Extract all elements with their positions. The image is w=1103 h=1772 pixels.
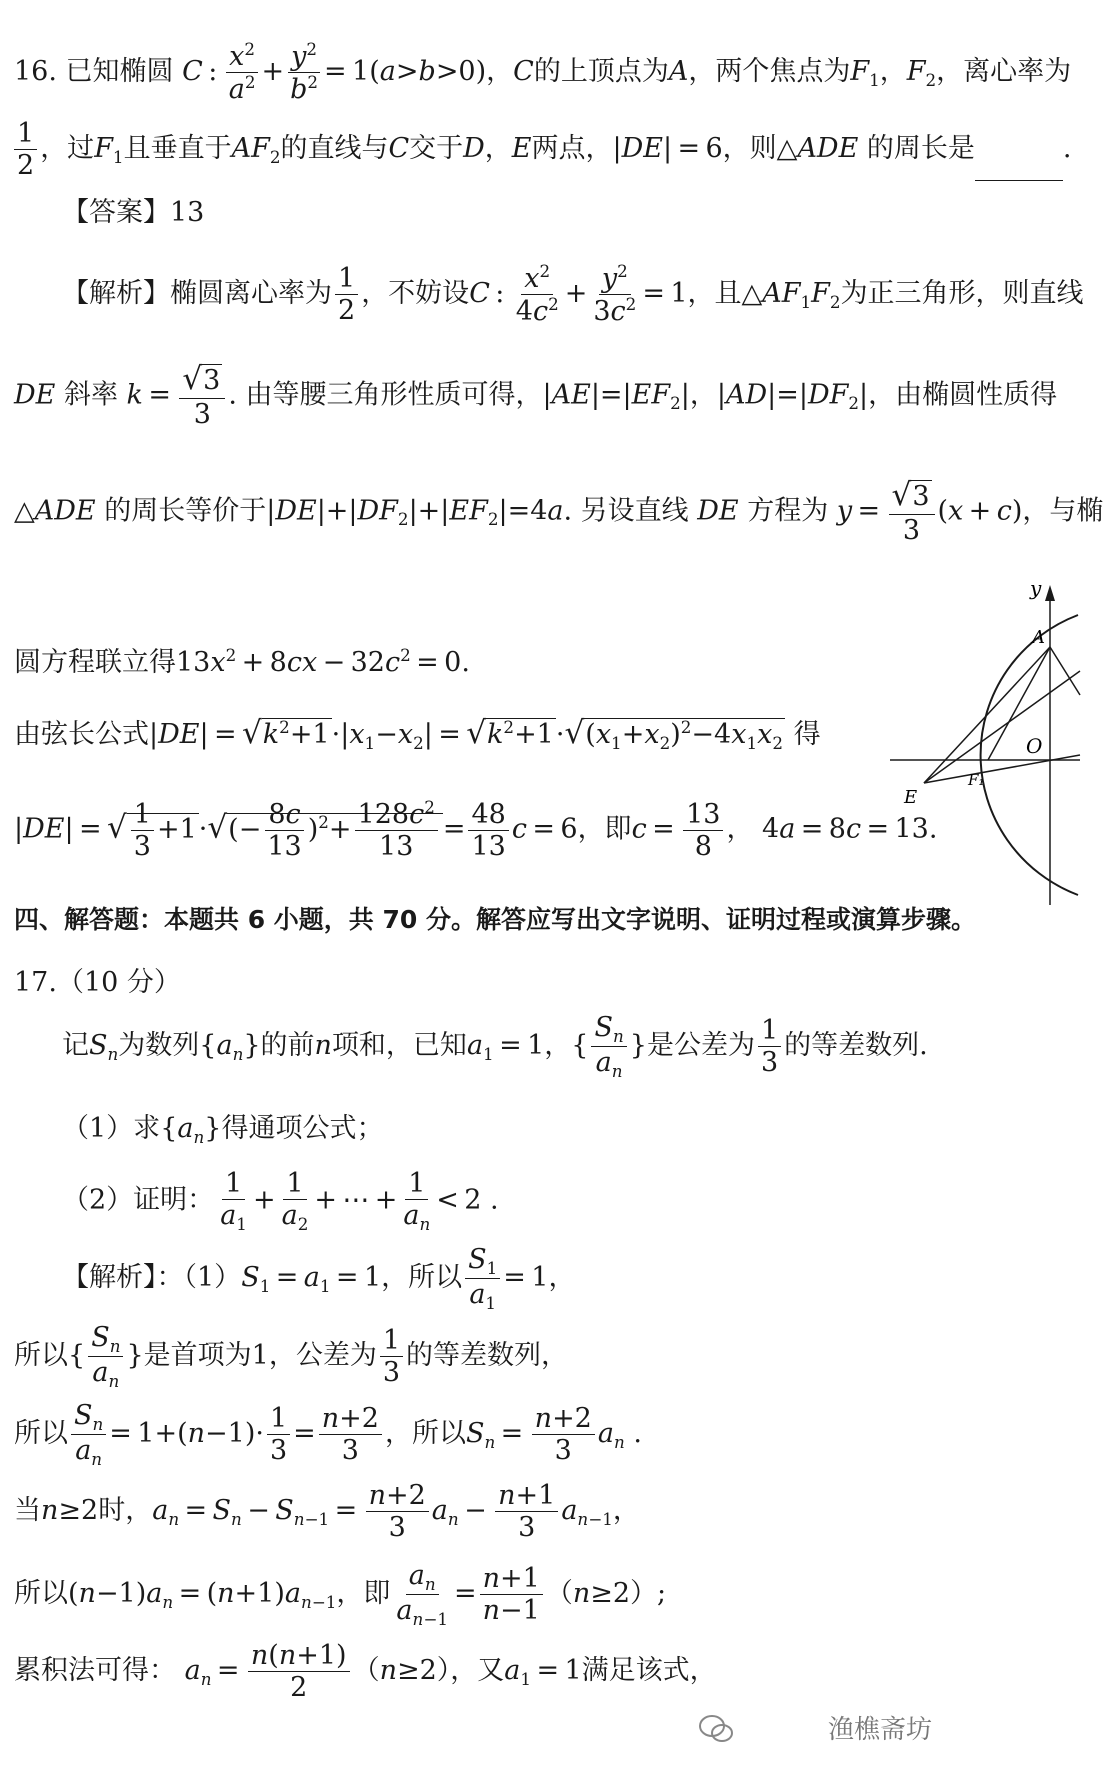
- text: 记: [62, 1030, 89, 1062]
- text: 的等差数列，: [406, 1340, 569, 1372]
- text: ，: [726, 813, 754, 845]
- text: （1）求: [62, 1113, 161, 1144]
- q17-solution-3: 所以 $\frac{S_n}{a_n}$ = 1+(n−1)· $\frac{1}{3}$ = $\frac{n+2}{3}$ ，所以$S_n$ = $\frac{n+2}{3}$ $a_n$ .: [14, 1400, 642, 1469]
- text: （2）证明：: [62, 1184, 215, 1216]
- label-o: O: [1026, 734, 1043, 758]
- label-e: E: [904, 787, 918, 808]
- answer-label: 【答案】: [62, 197, 170, 228]
- q17-solution-2: 所以{ $\frac{S_n}{a_n}$ }是首项为1，公差为 $\frac{1}{3}$ 的等差数列，: [14, 1322, 569, 1391]
- label-a: A: [1032, 627, 1045, 648]
- text: ，即: [577, 813, 632, 845]
- q16-solution-5: 由弦长公式$|DE| = √k^2+1\cdot|x_1-x_2| = √k^2+1\cdot√(x_1+x_2)^2-4x_1x_2$ 得: [14, 715, 821, 753]
- q17-solution-6: 累积法可得： $a_n$ = $\frac{n(n+1)}{2}$ （n≥2），又$a_1 = 1$满足该式，: [14, 1640, 717, 1704]
- segment-ae: [924, 647, 1050, 783]
- q17-solution-5: 所以$(n-1)a_n = (n+1)a_{n-1}$，即 $\frac{a_n}{a_{n-1}}$ = $\frac{n+1}{n-1}$ （n≥2）;: [14, 1560, 667, 1629]
- text: 且垂直于: [123, 133, 232, 165]
- q16-answer: [62, 190, 204, 229]
- q16-solution-1: 【解析】椭圆离心率为 $\frac{1}{2}$ ，不妨设C : $\frac{x^2}{4c^2}$ + $\frac{y^2}{3c^2}$ = 1，且$\triangle AF_1F_2$为正三角形，则直线: [62, 261, 1084, 328]
- text: 的上顶点为: [533, 56, 669, 88]
- q16-solution-4: 圆方程联立得$13x^2 + 8cx - 32c^2 = 0$.: [14, 644, 470, 678]
- text: ，: [689, 379, 717, 411]
- q17-part-2: （2）证明： $\frac{1}{a_1}$ + $\frac{1}{a_2}$ + ⋯ + $\frac{1}{a_n}$ < 2 .: [62, 1168, 499, 1234]
- text: ，: [486, 56, 514, 88]
- text: 是首项为1，公差为: [143, 1340, 377, 1372]
- text: 所以: [14, 1340, 68, 1372]
- text: 已知椭圆: [65, 56, 174, 88]
- text: ，所以: [381, 1262, 463, 1294]
- text: 方程为: [747, 495, 829, 527]
- text: 满足该式，: [581, 1655, 717, 1687]
- text: 由弦长公式: [14, 719, 149, 750]
- text: 圆方程联立得: [14, 647, 176, 678]
- text: 得: [793, 719, 821, 750]
- text: 为数列: [118, 1030, 200, 1062]
- text: 的周长等价于: [104, 495, 267, 527]
- text: ，且: [687, 278, 742, 310]
- text: ，离心率为: [936, 56, 1072, 88]
- text: ，不妨设: [361, 278, 470, 310]
- text: ，: [544, 1030, 572, 1062]
- answer-blank: [975, 158, 1063, 181]
- watermark: 渔樵斋坊: [827, 1715, 932, 1745]
- q16-line-2: $\frac{1}{2}$ ，过$F_1$且垂直于$AF_2$的直线与C交于D，E两点，|DE| = 6，则△ADE 的周长是 .: [14, 118, 1071, 181]
- q16-line-1: 16. 已知椭圆 C : $\frac{x^2}{a^2}$ + $\frac{y^2}{b^2}$ = 1(a>b>0)，C的上顶点为A，两个焦点为$F_1$，$F_2$，离心率为: [14, 39, 1072, 106]
- text: 椭圆离心率为: [170, 278, 332, 310]
- text: ，由椭圆性质得: [868, 379, 1058, 411]
- answer-value: 13: [170, 197, 205, 228]
- text: 斜率: [63, 379, 118, 411]
- text: 项和，已知: [331, 1030, 467, 1062]
- text: 是公差为: [646, 1030, 755, 1062]
- text: 两点，: [531, 133, 613, 165]
- q17-solution-1: 【解析】：$(1)S_1 = a_1 = 1$，所以 $\frac{S_1}{a_1}$ = 1，: [62, 1244, 576, 1313]
- segment-ef2: [924, 755, 1080, 783]
- text: . 由等腰三角形性质可得，: [228, 379, 543, 411]
- text: ），又: [436, 1655, 505, 1687]
- wechat-icon: [698, 1714, 734, 1744]
- text: 的前: [260, 1030, 315, 1062]
- q16-solution-3: △ADE 的周长等价于$|DE|+|DF_2|+|EF_2|=4a$. 另设直线 DE 方程为 y = $\frac{√3}{3}$ (x + c)，与椭: [14, 477, 1103, 546]
- text: . 另设直线: [563, 495, 689, 527]
- q16-solution-2: DE 斜率 k = $\frac{√3}{3}$ . 由等腰三角形性质可得，$|AE|=|EF_2|$，$|AD|=|DF_2|$，由椭圆性质得: [14, 361, 1058, 430]
- ellipse-figure: [880, 575, 1080, 895]
- solution-label: 【解析】: [62, 1262, 157, 1294]
- text: 交于: [409, 133, 464, 165]
- section-4-heading: 四、解答题：本题共 6 小题，共 70 分。解答应写出文字说明、证明过程或演算步骤。: [14, 905, 977, 934]
- text: 当: [14, 1495, 41, 1527]
- q17-solution-4: 当n≥2时，$a_n = S_n - S_{n-1}$ = $\frac{n+2}{3}$ $a_n$ − $\frac{n+1}{3}$ $a_{n-1}$，: [14, 1480, 640, 1544]
- text: ，过: [40, 133, 95, 165]
- q17-header: 17.（10 分）: [14, 967, 181, 998]
- q17-stem: 记$S_n$为数列$\{a_n\}$的前n项和，已知$a_1 = 1$，{ $\frac{S_n}{a_n}$ }是公差为 $\frac{1}{3}$ 的等差数列.: [62, 1012, 928, 1081]
- y-axis-arrow: [1045, 585, 1055, 601]
- text: 的等差数列.: [784, 1030, 928, 1062]
- text: ，与椭: [1022, 495, 1103, 527]
- text: 的周长是: [866, 133, 975, 165]
- q17-part-1: （1）求$\{a_n\}$得通项公式；: [62, 1113, 384, 1147]
- text: ：（1）: [156, 1262, 242, 1294]
- segment-ed: [924, 671, 1080, 783]
- text: ，两个焦点为: [688, 56, 851, 88]
- text: ，则: [722, 133, 777, 165]
- text: ，即: [336, 1578, 391, 1610]
- label-y: y: [1030, 576, 1042, 600]
- text: 得通项公式；: [221, 1113, 384, 1144]
- segment-ad: [1050, 647, 1080, 695]
- label-f1: F₁: [968, 771, 985, 789]
- text: 时，: [98, 1495, 153, 1527]
- text: 所以: [14, 1418, 68, 1450]
- question-number: 16.: [14, 56, 57, 88]
- q16-solution-6: |DE| = √ $\frac{1}{3}$ +1·√(− $\frac{8c}{13}$ )$^2$+ $\frac{128c^2}{13}$ = $\frac{48}{13}$ c = 6，即c = $\frac{13}{8}$ ， 4a = 8c = 13.: [14, 797, 938, 863]
- solution-label: 【解析】: [62, 278, 170, 310]
- text: 为正三角形，则直线: [840, 278, 1084, 310]
- text: 的直线与: [280, 133, 389, 165]
- text: 所以: [14, 1578, 68, 1610]
- text: ，所以: [384, 1418, 466, 1450]
- text: 累积法可得：: [14, 1655, 176, 1687]
